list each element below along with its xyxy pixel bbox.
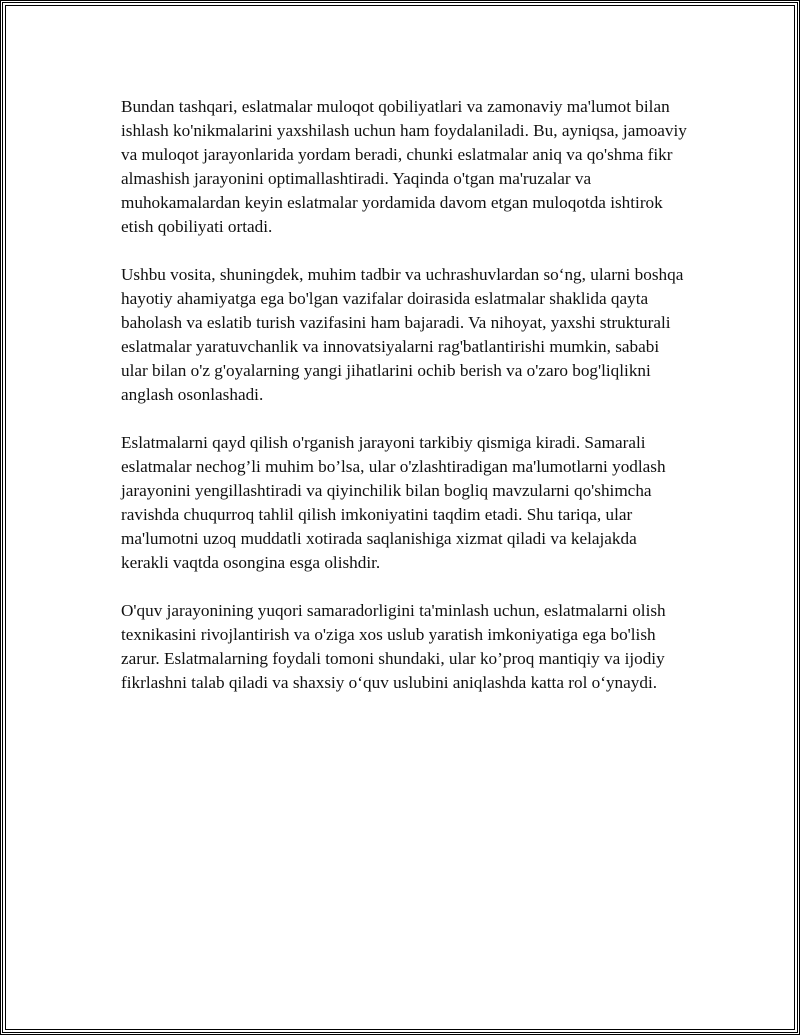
document-body: [121, 95, 687, 719]
paragraph-3: Eslatmalarni qayd qilish o'rganish jarayoni tarkibiy qismiga kiradi. Samarali eslatmalar nechog’li muhim bo’lsa, ular o'zlashtiradigan ma'lumotlarni yodlash jarayonini yengillashtiradi va qiyinchilik bilan bogliq mavzularni qo'shimcha ravishda chuqurroq tahlil qilish imkoniyatini taqdim etadi. Shu tariqa, ular ma'lumotni uzoq muddatli xotirada saqlanishiga xizmat qiladi va kelajakda kerakli vaqtda osongina esga olishdir.: [121, 433, 666, 572]
paragraph-2: Ushbu vosita, shuningdek, muhim tadbir va uchrashuvlardan so‘ng, ularni boshqa hayotiy ahamiyatga ega bo'lgan vazifalar doirasida eslatmalar shaklida qayta baholash va eslatib turish vazifasini ham bajaradi. Va nihoyat, yaxshi strukturali eslatmalar yaratuvchanlik va innovatsiyalarni rag'batlantirishi mumkin, sababi ular bilan o'z g'oyalarning yangi jihatlarini ochib berish va o'zaro bog'liqlikni anglash osonlashadi.: [121, 265, 684, 404]
paragraph-4: O'quv jarayonining yuqori samaradorligini ta'minlash uchun, eslatmalarni olish texnikasini rivojlantirish va o'ziga xos uslub yaratish imkoniyatiga ega bo'lish zarur. Eslatmalarning foydali tomoni shundaki, ular ko’proq mantiqiy va ijodiy fikrlashni talab qiladi va shaxsiy o‘quv uslubini aniqlashda katta rol o‘ynaydi.: [121, 601, 666, 692]
paragraph-1: Bundan tashqari, eslatmalar muloqot qobiliyatlari va zamonaviy ma'lumot bilan ishlash ko'nikmalarini yaxshilash uchun ham foydalaniladi. Bu, ayniqsa, jamoaviy va muloqot jarayonlarida yordam beradi, chunki eslatmalar aniq va qo'shma fikr almashish jarayonini optimallashtiradi. Yaqinda o'tgan ma'ruzalar va muhokamalardan keyin eslatmalar yordamida davom etgan muloqotda ishtirok etish qobiliyati ortadi.: [121, 97, 687, 236]
